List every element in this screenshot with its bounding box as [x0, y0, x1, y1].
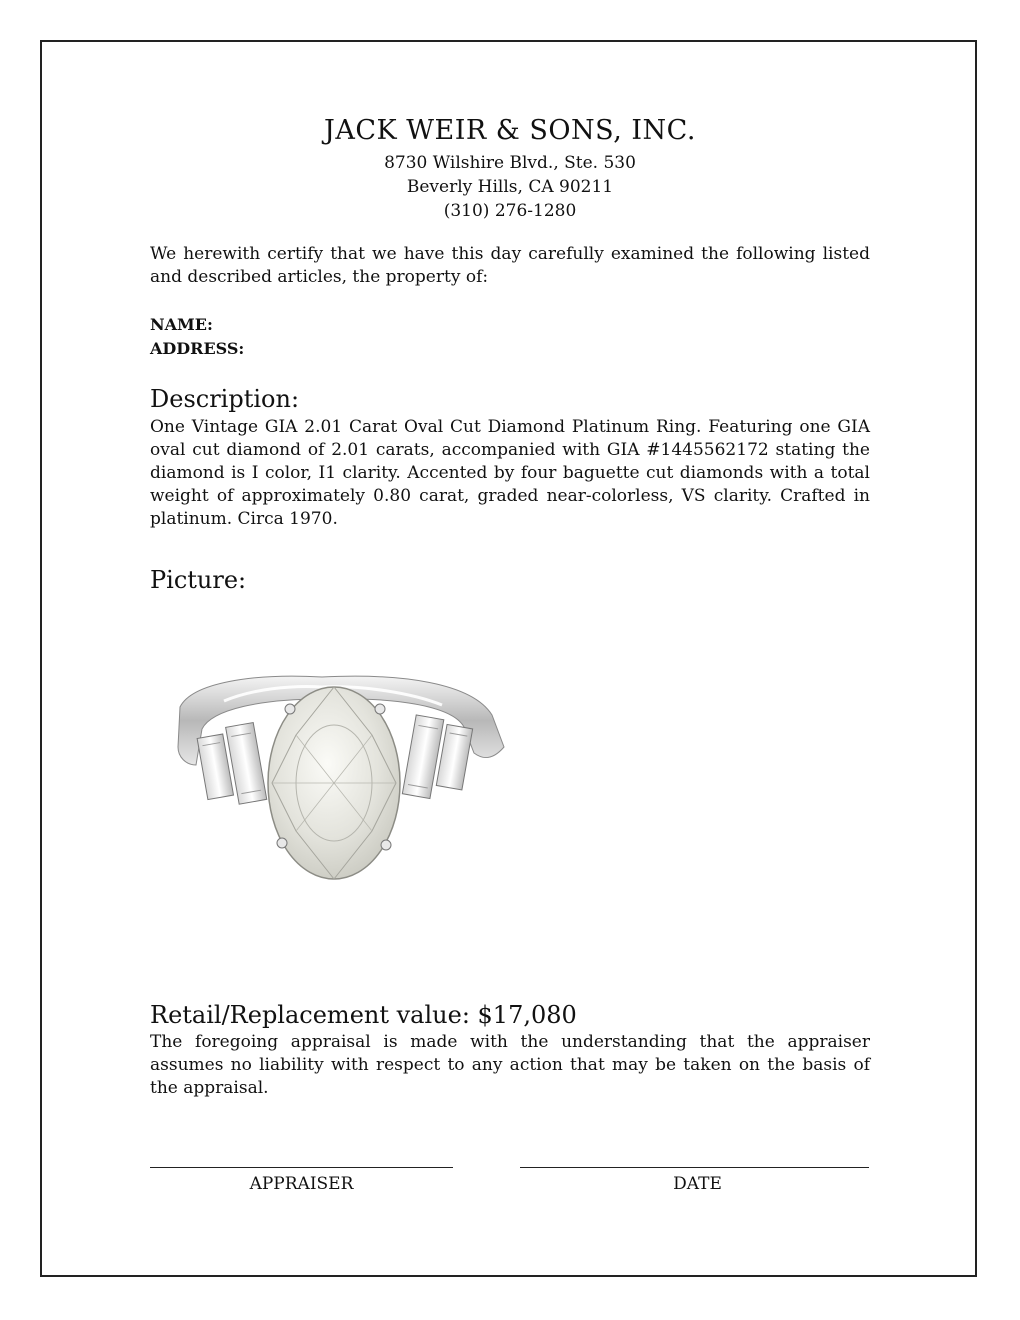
- ring-photo: [172, 665, 517, 890]
- value-section: [150, 1000, 870, 1100]
- street-address: 8730 Wilshire Blvd., Ste. 530: [384, 153, 636, 173]
- city-state-zip: Beverly Hills, CA 90211: [406, 177, 614, 197]
- picture-heading: Picture:: [150, 566, 247, 594]
- letterhead: [0, 113, 1020, 223]
- name-label: NAME:: [150, 315, 213, 334]
- phone-number: (310) 276-1280: [443, 201, 577, 221]
- owner-fields: [150, 313, 870, 361]
- certification-block: [150, 243, 870, 289]
- address-label: ADDRESS:: [150, 339, 245, 358]
- company-name: JACK WEIR & SONS, INC.: [324, 115, 696, 146]
- date-label: DATE: [673, 1174, 722, 1194]
- certification-text: We herewith certify that we have this day carefully examined the following listed and described articles, the property of:: [150, 244, 870, 287]
- description-heading: Description:: [150, 385, 300, 413]
- picture-section: [150, 565, 870, 595]
- disclaimer-text: The foregoing appraisal is made with the understanding that the appraiser assumes no liability with respect to any action that may be taken on the basis of the appraisal.: [150, 1032, 870, 1098]
- appraiser-label: APPRAISER: [249, 1174, 354, 1194]
- description-text: One Vintage GIA 2.01 Carat Oval Cut Diamond Platinum Ring. Featuring one GIA oval cut diamond of 2.01 carats, accompanied with GIA #1445562172 stating the diamond is I color, I1 clarity. Accented by four baguette cut diamonds with a total weight of approximately 0.80 carat, graded near-colorless, VS clarity. Crafted in platinum. Circa 1970.: [150, 417, 870, 529]
- description-section: [150, 384, 870, 531]
- value-heading: Retail/Replacement value: $17,080: [150, 1001, 577, 1029]
- appraiser-signature-line: [150, 1167, 453, 1168]
- date-signature-line: [520, 1167, 869, 1168]
